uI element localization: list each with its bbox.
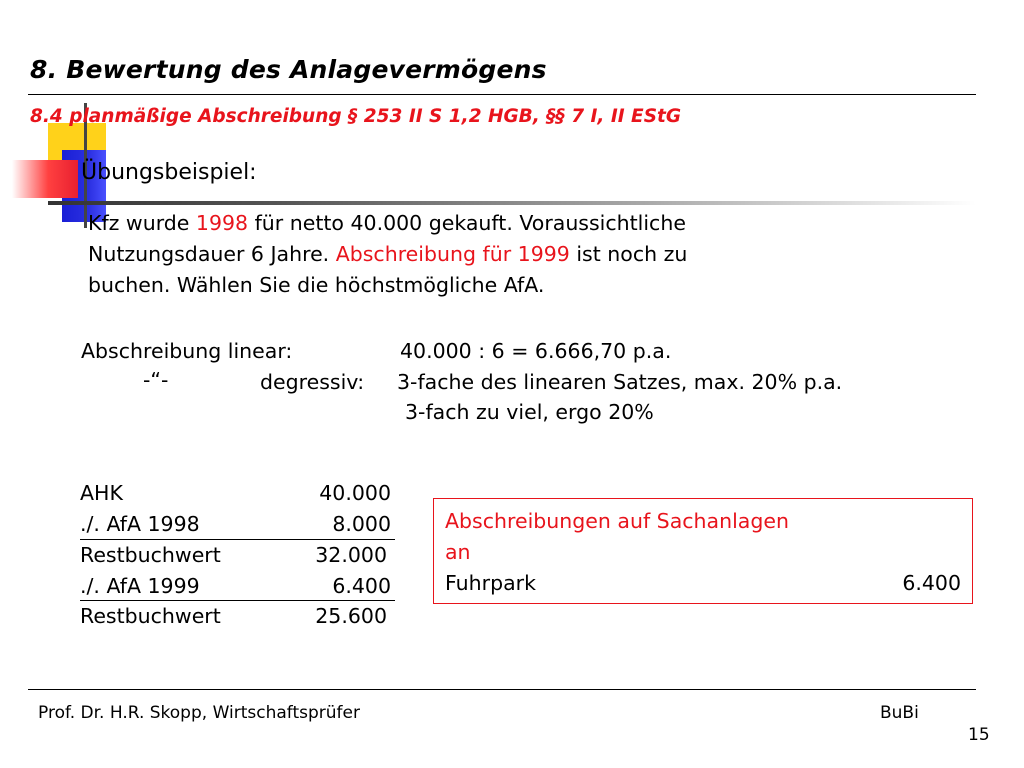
credit-account: Fuhrpark xyxy=(445,571,536,595)
degressive-conclusion: 3-fach zu viel, ergo 20% xyxy=(405,400,654,424)
entry-amount: 6.400 xyxy=(902,571,961,595)
row-label: Restbuchwert xyxy=(80,542,221,567)
row-value: 25.600 xyxy=(315,604,387,628)
debit-account: Abschreibungen auf Sachanlagen xyxy=(445,509,789,533)
description-line-3: buchen. Wählen Sie die höchstmögliche AfA. xyxy=(88,273,545,297)
footer-divider xyxy=(28,689,976,690)
table-row xyxy=(80,509,395,540)
journal-entry-box xyxy=(433,498,973,604)
table-row xyxy=(80,478,395,509)
page-number: 15 xyxy=(968,725,990,745)
book-value-table xyxy=(80,478,395,632)
row-value: 32.000 xyxy=(315,542,387,567)
description-text: Nutzungsdauer 6 Jahre. xyxy=(88,242,336,266)
title-divider xyxy=(28,94,976,95)
slide-subtitle: 8.4 planmäßige Abschreibung § 253 II S 1,2 HGB, §§ 7 I, II EStG xyxy=(30,106,682,127)
description-text: für netto 40.000 gekauft. Voraussichtliche xyxy=(248,211,686,235)
row-value: 6.400 xyxy=(332,573,391,598)
degressive-value: 3-fache des linearen Satzes, max. 20% p.a. xyxy=(397,370,843,394)
linear-value: 40.000 : 6 = 6.666,70 p.a. xyxy=(400,339,672,363)
row-value: 40.000 xyxy=(319,481,391,505)
red-gradient-decoration xyxy=(12,160,78,198)
highlight-year: 1998 xyxy=(195,211,249,235)
slide-title: 8. Bewertung des Anlagevermögens xyxy=(30,55,547,84)
row-label: ./. AfA 1998 xyxy=(80,512,200,536)
ditto-mark: -“- xyxy=(143,368,169,392)
linear-label: Abschreibung linear: xyxy=(81,339,293,363)
description-text: Kfz wurde xyxy=(88,211,196,235)
exercise-heading: Übungsbeispiel: xyxy=(81,160,257,185)
table-row xyxy=(80,601,395,632)
credit-line xyxy=(445,568,961,599)
description-line-2 xyxy=(88,239,888,270)
row-label: AHK xyxy=(80,481,123,505)
description-text: ist noch zu xyxy=(569,242,688,266)
horizontal-accent-line xyxy=(48,201,976,205)
row-value: 8.000 xyxy=(332,512,391,536)
table-row xyxy=(80,571,395,602)
entry-connector: an xyxy=(445,540,471,564)
footer-short-title: BuBi xyxy=(880,703,919,723)
row-label: ./. AfA 1999 xyxy=(80,573,200,598)
table-row xyxy=(80,540,395,571)
footer-author: Prof. Dr. H.R. Skopp, Wirtschaftsprüfer xyxy=(38,703,360,723)
row-label: Restbuchwert xyxy=(80,604,221,628)
highlight-task: Abschreibung für 1999 xyxy=(335,242,570,266)
degressive-label: degressiv: xyxy=(260,370,365,394)
description-line-1 xyxy=(88,208,888,239)
exercise-description xyxy=(88,208,888,301)
